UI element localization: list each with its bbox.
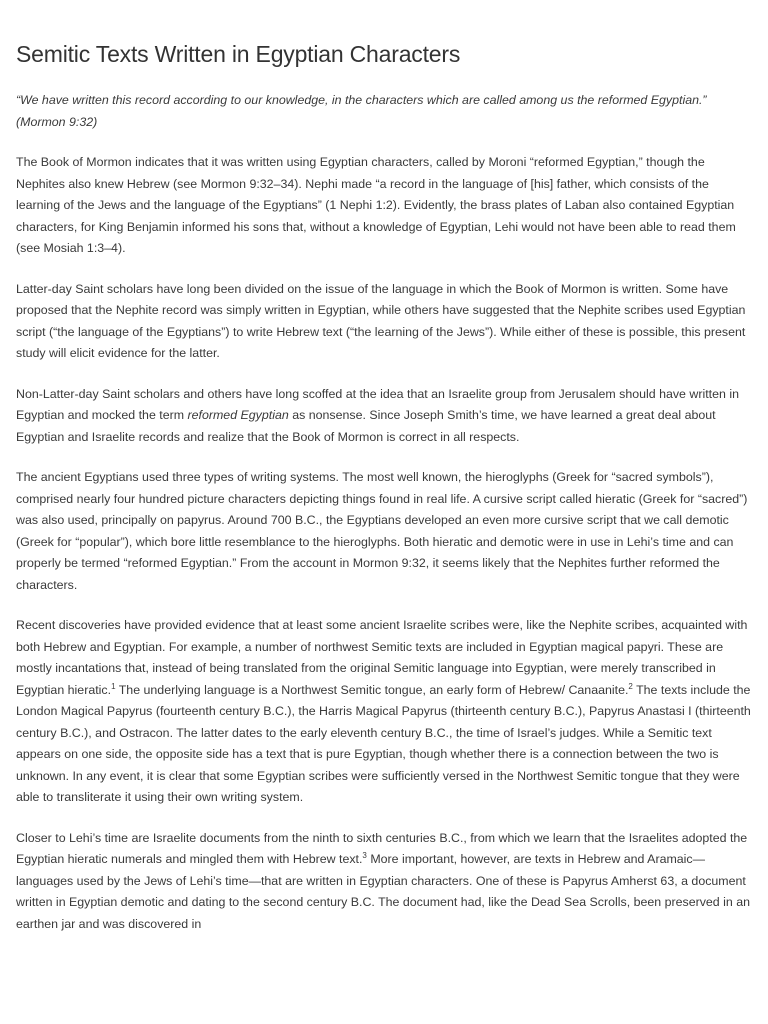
paragraph-5-text-2: The underlying language is a Northwest Semitic tongue, an early form of Hebrew/ Canaanite.	[115, 682, 629, 697]
paragraph-6-text-2: More important, however, are texts in Hebrew and Aramaic—languages used by the Jews of Lehi’s time—that are written in Egyptian characters. One of these is Papyrus Amherst 63, a document written in Egyptian demotic and dating to the second century B.C. The document had, like the Dead Sea Scrolls, been preserved in an earthen jar and was discovered in	[16, 852, 751, 931]
paragraph-1: The Book of Mormon indicates that it was written using Egyptian characters, called by Moroni “reformed Egyptian,” though the Nephites also knew Hebrew (see Mormon 9:32–34). Nephi made “a record in the language of [his] father, which consists of the learning of the Jews and the language of the Egyptians” (1 Nephi 1:2). Evidently, the brass plates of Laban also contained Egyptian characters, for King Benjamin informed his sons that, without a knowledge of Egyptian, Lehi would not have been able to read them (see Mosiah 1:3–4).	[16, 155, 736, 255]
footnote-ref-3[interactable]: 3	[362, 850, 367, 860]
paragraph-5	[16, 615, 752, 809]
paragraph-3-text-before: Non-Latter-day Saint scholars and others have long scoffed at the idea that an Israelite group from Jerusalem should have written in Egyptian and mocked the term	[16, 386, 739, 422]
footnote-ref-1[interactable]: 1	[111, 681, 116, 691]
paragraph-5-text-3: The texts include the London Magical Papyrus (fourteenth century B.C.), the Harris Magical Papyrus (thirteenth century B.C.), Papyrus Anastasi I (thirteenth century B.C.), and Ostracon. The latter dates to the early eleventh century B.C., the time of Israel’s judges. While a Semitic text appears on one side, the opposite side has a text that is pure Egyptian, though whether there is a connection between the two is unknown. In any event, it is clear that some Egyptian scribes were sufficiently versed in the Northwest Semitic tongue that they were able to transliterate it using their own writing system.	[16, 682, 751, 804]
epigraph-quote: “We have written this record according to our knowledge, in the characters which are called among us the reformed Egyptian.” (Mormon 9:32)	[16, 93, 707, 129]
paragraph-4: The ancient Egyptians used three types of writing systems. The most well known, the hieroglyphs (Greek for “sacred symbols”), comprised nearly four hundred picture characters depicting things found in real life. A cursive script called hieratic (Greek for “sacred”) was also used, principally on papyrus. Around 700 B.C., the Egyptians developed an even more cursive script that we call demotic (Greek for “popular”), which bore little resemblance to the hieroglyphs. Both hieratic and demotic were in use in Lehi’s time and can properly be termed “reformed Egyptian.” From the account in Mormon 9:32, it seems likely that the Nephites further reformed the characters.	[16, 470, 748, 592]
reformed-egyptian-term: reformed Egyptian	[187, 408, 289, 422]
paragraph-6	[16, 828, 752, 936]
paragraph-5-text-1: Recent discoveries have provided evidence that at least some ancient Israelite scribes were, like the Nephite scribes, acquainted with both Hebrew and Egyptian. For example, a number of northwest Semitic texts are included in Egyptian magical papyri. These are mostly incantations that, instead of being translated from the original Semitic language into Egyptian, were merely transcribed in Egyptian hieratic.	[16, 618, 748, 697]
paragraph-2: Latter-day Saint scholars have long been divided on the issue of the language in which the Book of Mormon is written. Some have proposed that the Nephite record was simply written in Egyptian, while others have suggested that the Nephite scribes used Egyptian script (“the language of the Egyptians”) to write Hebrew text (“the learning of the Jews”). While either of these is possible, this present study will elicit evidence for the latter.	[16, 281, 746, 360]
paragraph-3	[16, 384, 752, 449]
paragraph-6-text-1: Closer to Lehi’s time are Israelite documents from the ninth to sixth centuries B.C., from which we learn that the Israelites adopted the Egyptian hieratic numerals and mingled them with Hebrew text.	[16, 830, 748, 866]
paragraph-3-text-after: as nonsense. Since Joseph Smith’s time, we have learned a great deal about Egyptian and Israelite records and realize that the Book of Mormon is correct in all respects.	[16, 408, 716, 444]
page-title: Semitic Texts Written in Egyptian Characters	[16, 41, 461, 67]
footnote-ref-2[interactable]: 2	[628, 681, 633, 691]
